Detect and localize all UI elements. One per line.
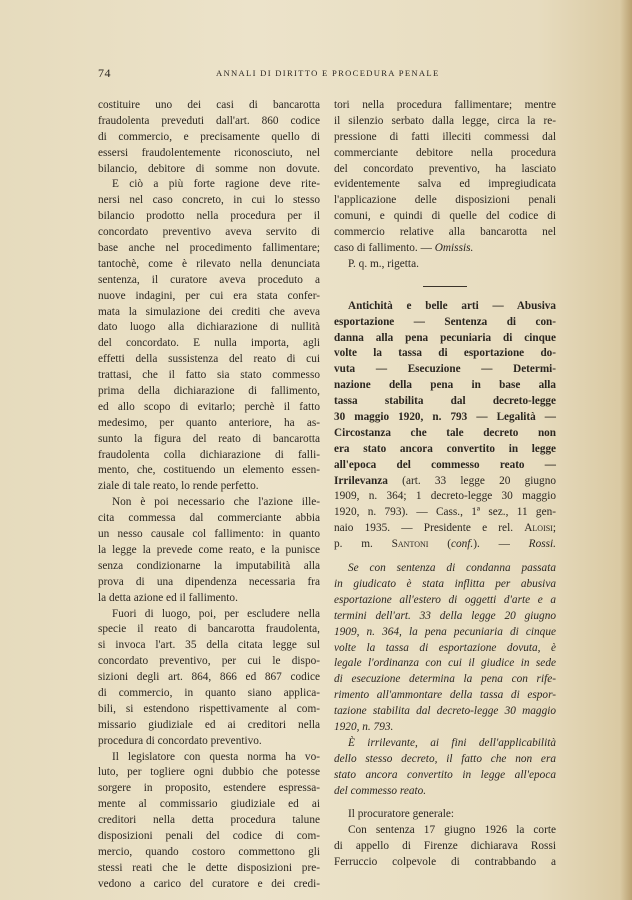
- body-text-line: mente al commissario giudiziale ed ai: [98, 798, 320, 811]
- body-text-line: sunto la figura del reato di bancarotta: [98, 432, 320, 445]
- maxim-line: È irrilevante, ai fini dell'applicabilità: [348, 736, 556, 749]
- body-text-line: l'applicazione delle disposizioni penali: [334, 194, 556, 207]
- body-text-line: P. q. m., rigetta.: [348, 257, 419, 270]
- page-number: 74: [98, 66, 111, 80]
- judgment-conclusion: [334, 98, 556, 273]
- body-text-line: mata la simulazione dei crediti che aveva: [98, 305, 320, 318]
- body-text-line: creditori nella detta procedura talune: [98, 814, 320, 827]
- body-text-line: del concordato. E nulla importa, agli: [98, 337, 320, 350]
- headnote-line: 30 maggio 1920, n. 793 — Legalità —: [334, 411, 556, 424]
- maxim-line: del commesso reato.: [334, 784, 427, 797]
- body-text-line: caso di fallimento. — Omissis.: [334, 242, 474, 255]
- maxim-line: esportazione all'estero di oggetti d'arte e a: [334, 593, 556, 606]
- running-head: ANNALI DI DIRITTO E PROCEDURA PENALE: [216, 68, 440, 78]
- body-text-line: costituire uno dei casi di bancarotta: [98, 99, 320, 111]
- maxim-line: legale l'ordinanza con cui il giudice in sede: [334, 657, 556, 670]
- body-text-line: fraudolenta colla dichiarazione di falli-: [98, 448, 320, 461]
- headnote-line: 1920, n. 793). — Cass., 1ª sez., 11 gen-: [334, 506, 556, 519]
- maxim-line: rimento all'ammontare della tassa di espor-: [334, 689, 556, 702]
- case-headnote: [334, 299, 556, 553]
- body-text-line: dato luogo alla dichiarazione di nullità: [98, 321, 320, 334]
- body-text-line: commerciante debitore nella procedura: [334, 146, 556, 159]
- body-text-line: si invoca l'art. 35 della citata legge sul: [98, 639, 320, 652]
- body-text-line: vedono a carico del curatore e dei credi-: [98, 877, 320, 890]
- body-text-line: di commercio, e precisamente quello di: [98, 130, 320, 143]
- body-text-line: cita commessa dal commerciante abbia: [98, 512, 320, 525]
- headnote-line: vuta — Esecuzione — Determi-: [334, 363, 556, 376]
- gap: [334, 553, 556, 561]
- body-text-line: missario giudiziale ed ai creditori nella: [98, 718, 320, 731]
- body-text-line: E ciò a più forte ragione deve rite-: [112, 178, 320, 191]
- body-text-line: Con sentenza 17 giugno 1926 la corte: [348, 824, 556, 837]
- body-text-line: bilancio, debitore di somme non dovute.: [98, 162, 320, 175]
- body-text-line: Ferruccio colpevole di contrabbando a: [334, 856, 556, 869]
- maxim-line: 1920, n. 793.: [334, 720, 394, 733]
- body-text-line: sorgere in proposito, estendere espressa-: [98, 782, 320, 795]
- body-text-line: stessi reati che le dette disposizioni pre-: [98, 861, 320, 874]
- body-text-line: pressione di fatti illeciti commessi dal: [334, 130, 556, 143]
- section-separator: [423, 286, 467, 287]
- body-text-line: Non è poi necessario che l'azione ille-: [112, 496, 320, 509]
- body-text-line: sizioni degli art. 864, 866 ed 867 codice: [98, 671, 320, 684]
- gap: [334, 799, 556, 807]
- body-text-line: procedura di concordato preventivo.: [98, 734, 262, 747]
- body-text-line: nersi nel caso concreto, in cui lo stesso: [98, 194, 320, 207]
- body-text-line: Il legislatore con questa norma ha vo-: [112, 750, 320, 763]
- headnote-line: Circostanza che tale decreto non: [334, 426, 556, 439]
- headnote-line: volte la tassa di esportazione do-: [334, 347, 556, 360]
- body-text-line: luto, per togliere ogni dubbio che potesse: [98, 766, 320, 779]
- body-text-line: ziale di tale reato, lo rende perfetto.: [98, 480, 259, 493]
- headnote-line: nazione della pena in base alla: [334, 379, 556, 392]
- left-column: [98, 98, 320, 893]
- headnote-line: 1909, n. 364; 1 decreto-legge 30 maggio: [334, 490, 556, 503]
- body-text-line: trattasi, che il fatto sia stato commesso: [98, 369, 320, 382]
- headnote-line: esportazione — Sentenza di con-: [334, 315, 556, 328]
- headnote-line: era stato ancora convertito in legge: [334, 442, 556, 455]
- headnote-line: tassa stabilita dal decreto-legge: [334, 395, 556, 408]
- headnote-line: all'epoca del commesso reato —: [334, 458, 556, 471]
- body-text-line: senza condizionarne la imputabilità alla: [98, 559, 320, 572]
- body-text-line: effetti della sussistenza del reato di cui: [98, 353, 320, 366]
- headnote-line: p. m. Santoni (conf.). — Rossi.: [334, 538, 556, 551]
- body-text-line: Fuori di luogo, poi, per escludere nella: [112, 607, 320, 620]
- body-text-line: comuni, e quindi di quelle del codice di: [334, 210, 556, 223]
- headnote-line: naio 1935. — Presidente e rel. Aloisi;: [334, 522, 556, 535]
- maxim-line: di esecuzione determina la pena con rife-: [334, 673, 556, 686]
- body-text-line: tori nella procedura fallimentare; mentre: [334, 99, 556, 111]
- body-text-line: mercio, quando costoro commettono gli: [98, 845, 320, 858]
- body-text-line: essersi fraudolentemente riconosciuto, nel: [98, 146, 320, 159]
- body-text-line: la legge la prevede come reato, e la punisce: [98, 543, 320, 556]
- body-text-line: la detta azione ed il fallimento.: [98, 591, 238, 604]
- maxim-line: Se con sentenza di condanna passata: [348, 562, 556, 575]
- body-text-line: tantochè, come è rilevato nella denunciata: [98, 257, 320, 270]
- body-text-line: Il procuratore generale:: [348, 808, 455, 821]
- body-text-line: concordato preventivo, per cui le dispo-: [98, 655, 320, 668]
- maxim-line: termini dell'art. 33 della legge 20 giugno: [334, 609, 556, 622]
- body-text-line: il silenzio serbato dalla legge, circa la re-: [334, 114, 556, 127]
- body-text-line: medesimo, per quanto anteriore, ha as-: [98, 416, 320, 429]
- page-header: [98, 66, 598, 82]
- maxim-line: 1909, n. 364, la pena pecuniaria di cinque: [334, 625, 556, 638]
- headnote-line: danna alla pena pecuniaria di cinque: [334, 331, 556, 344]
- headnote-line: Irrilevanza (art. 33 legge 20 giugno: [334, 474, 556, 487]
- page-edge-shadow: [620, 0, 632, 900]
- body-text-line: commercio relative alla bancarotta nel: [334, 226, 556, 239]
- maxim-line: tazione stabilita dal decreto-legge 30 maggio: [334, 705, 556, 718]
- body-text-line: bilancio prodotto nella procedura per il: [98, 210, 320, 223]
- body-text-line: un nesso causale col fallimento: in quanto: [98, 528, 320, 541]
- body-text-line: evidentemente salva ed impregiudicata: [334, 178, 556, 191]
- maxim-line: stato ancora convertito in legge all'epoca: [334, 768, 556, 781]
- body-text-line: disposizioni penali del codice di com-: [98, 829, 320, 842]
- maxim-line: dello stesso decreto, il fatto che non era: [334, 752, 556, 765]
- body-text-line: mento, che, costituendo un elemento essen-: [98, 464, 320, 477]
- maxim-line: in giudicato è stata inflitta per abusiva: [334, 577, 556, 590]
- body-text-line: bili, si estendono rispettivamente al com-: [98, 702, 320, 715]
- body-text-line: specie il reato di bancarotta fraudolenta,: [98, 623, 320, 636]
- headnote-line: Antichità e belle arti — Abusiva: [348, 299, 556, 312]
- body-text-line: concordato preventivo aveva servito di: [98, 226, 320, 239]
- body-text-line: di appello di Firenze dichiarava Rossi: [334, 840, 556, 853]
- body-text-line: sentenza, il curatore aveva proceduto a: [98, 273, 320, 286]
- body-text-line: base anche nel procedimento fallimentare;: [98, 242, 320, 255]
- body-text-line: fraudolenta preveduti dall'art. 860 codice: [98, 114, 320, 127]
- body-text-line: prima della dichiarazione di fallimento,: [98, 385, 320, 398]
- body-text-line: prova di una dipendenza necessaria fra: [98, 575, 320, 588]
- legal-maxim-2: [334, 736, 556, 800]
- body-text-line: nuove indagini, per cui era stata confer-: [98, 289, 320, 302]
- body-text-line: di commercio, in quanto siano applica-: [98, 686, 320, 699]
- maxim-line: volte la tassa di esportazione dovuta, è: [334, 641, 556, 654]
- prosecutor-opening: [334, 807, 556, 871]
- right-column: [334, 98, 556, 871]
- body-text-line: ed allo scopo di evitarlo; perchè il fatto: [98, 400, 320, 413]
- body-text-line: del concordato preventivo, ha lasciato: [334, 162, 556, 175]
- legal-maxim-1: [334, 561, 556, 736]
